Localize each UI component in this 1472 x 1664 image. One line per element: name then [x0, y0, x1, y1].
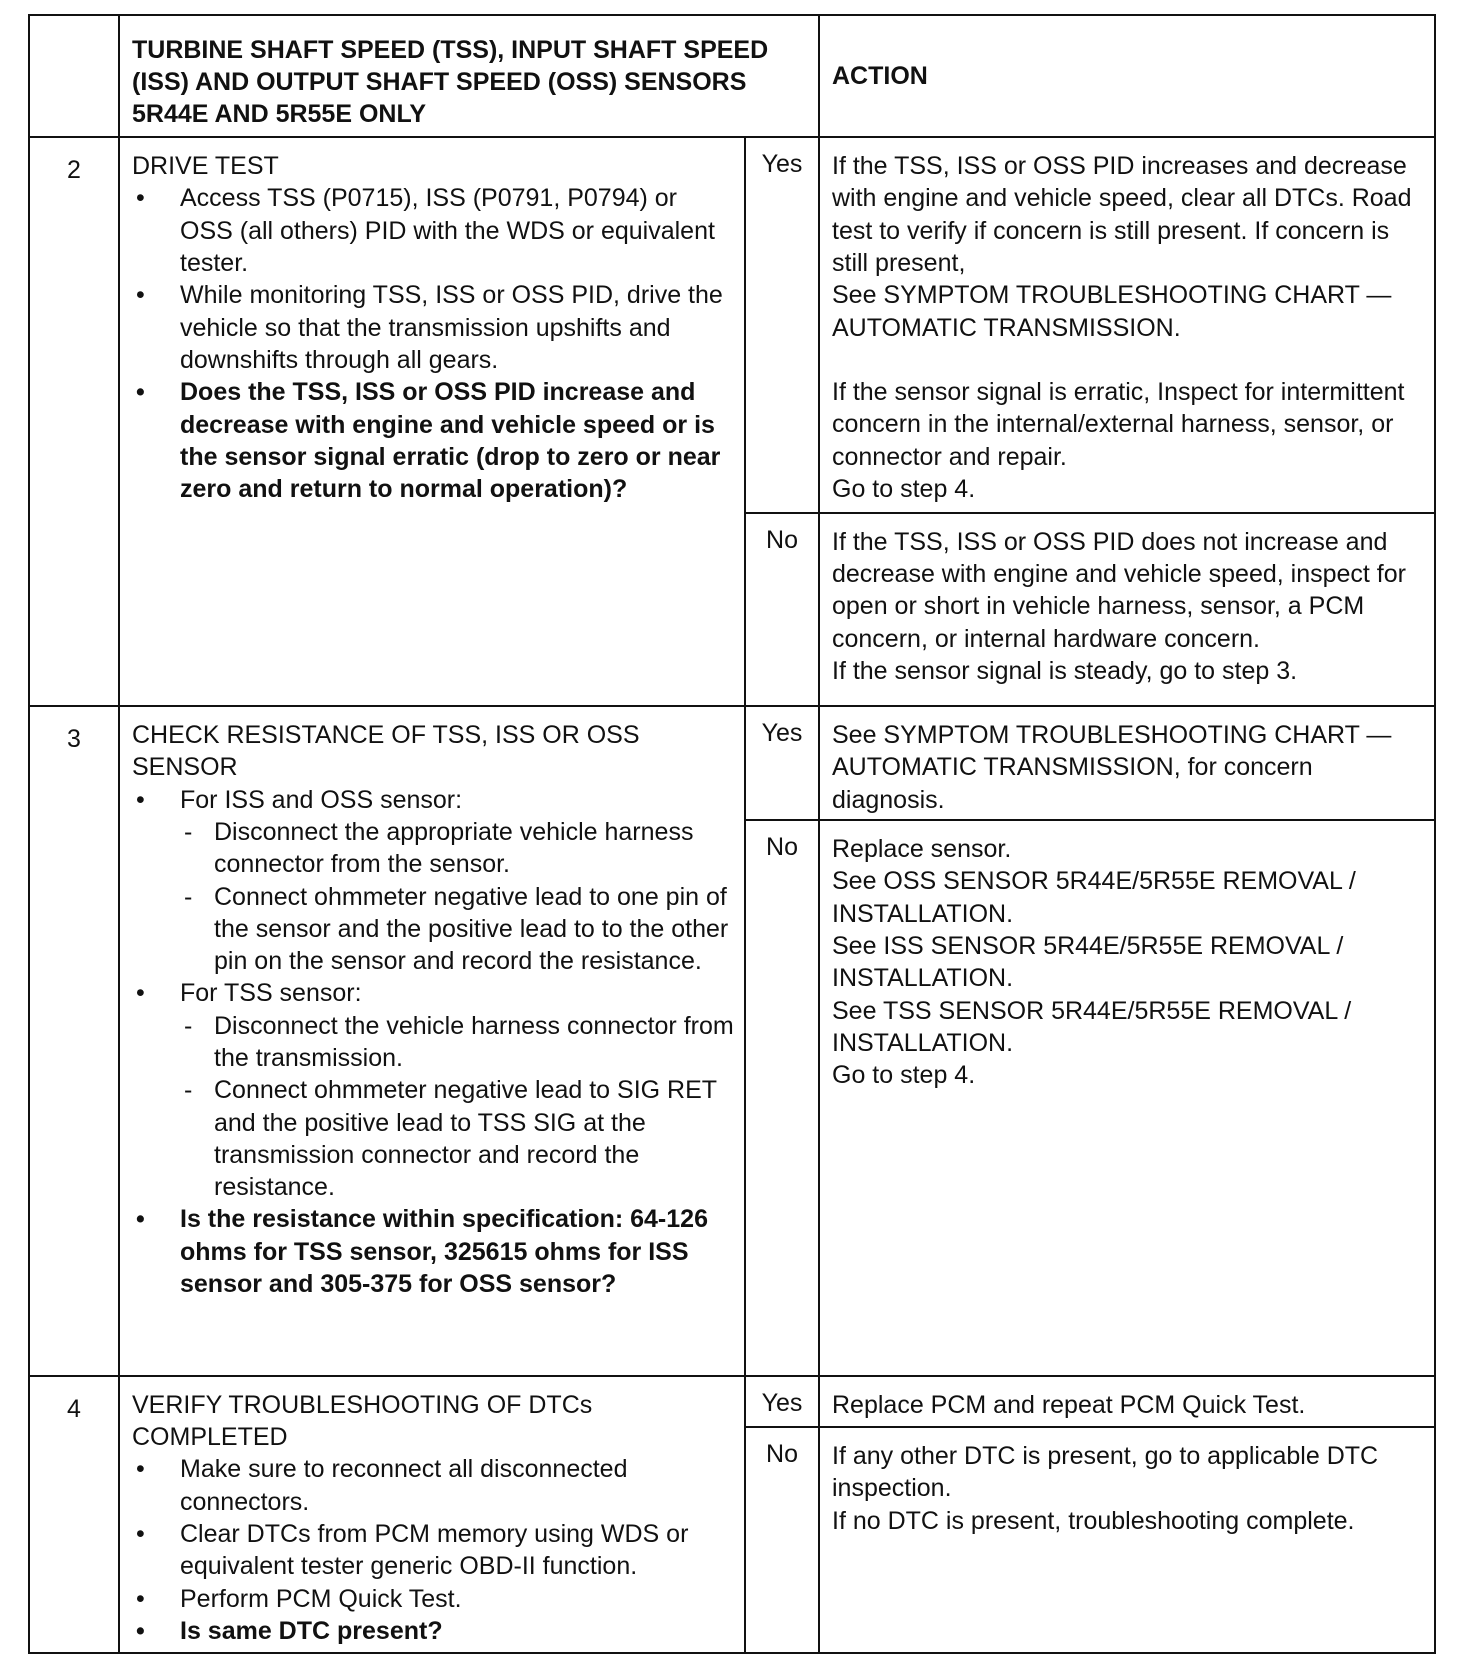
- step-2-bullets: [132, 182, 734, 505]
- sub-item: - Disconnect the appropriate vehicle harness connector from the sensor.: [180, 816, 734, 881]
- action-text: If no DTC is present, troubleshooting complete.: [832, 1506, 1355, 1535]
- action-text: See OSS SENSOR 5R44E/5R55E REMOVAL / INSTALLATION.: [832, 867, 1356, 928]
- step-3-test-cell: [119, 706, 745, 1376]
- action-text: Go to step 4.: [832, 474, 976, 503]
- question-bullet: • Does the TSS, ISS or OSS PID increase and decrease with engine and vehicle speed or is the sensor signal erratic (drop to zero or near zero and return to normal operation)?: [132, 376, 734, 505]
- no-label: No: [766, 833, 798, 862]
- no-action-cell: [819, 820, 1435, 1376]
- header-action-cell: [819, 15, 1435, 137]
- action-text: If any other DTC is present, go to applicable DTC inspection.: [832, 1441, 1379, 1503]
- sub-list: [180, 1010, 734, 1204]
- yes-label: Yes: [761, 719, 803, 748]
- action-text: See SYMPTOM TROUBLESHOOTING CHART — AUTOMATIC TRANSMISSION.: [832, 281, 1392, 342]
- header-number-cell: [29, 15, 119, 137]
- no-label-cell: [745, 820, 819, 1376]
- action-text: See ISS SENSOR 5R44E/5R55E REMOVAL / INSTALLATION.: [832, 931, 1344, 993]
- action-text: If the TSS, ISS or OSS PID increases and decrease with engine and vehicle speed, clear all DTCs. Road test to verify if concern is still present. If concern is still present,: [832, 152, 1412, 278]
- header-action: ACTION: [832, 62, 928, 90]
- no-label-cell: [745, 513, 819, 706]
- bullet-item: • Make sure to reconnect all disconnected connectors.: [132, 1453, 734, 1518]
- yes-label-cell: [745, 137, 819, 513]
- action-text: Replace PCM and repeat PCM Quick Test.: [832, 1390, 1306, 1419]
- bullet-text: For ISS and OSS sensor:: [180, 785, 463, 814]
- step-4-test-cell: [119, 1376, 745, 1653]
- step-number: 4: [67, 1394, 81, 1423]
- sub-item: - Connect ohmmeter negative lead to SIG RET and the positive lead to TSS SIG at the transmission connector and record the resistance.: [180, 1074, 734, 1203]
- header-title: TURBINE SHAFT SPEED (TSS), INPUT SHAFT SPEED (ISS) AND OUTPUT SHAFT SPEED (OSS) SENSORS 5R44E AND 5R55E ONLY: [132, 36, 769, 128]
- bullet-item: [132, 784, 734, 978]
- no-label: No: [766, 525, 798, 554]
- header-title-cell: [119, 15, 819, 137]
- header-row: [29, 15, 1435, 137]
- step-2-number-cell: [29, 137, 119, 706]
- yes-action-cell: [819, 137, 1435, 513]
- action-text: See TSS SENSOR 5R44E/5R55E REMOVAL / INSTALLATION.: [832, 996, 1352, 1057]
- step-number: 2: [67, 156, 81, 185]
- bullet-item: • Perform PCM Quick Test.: [132, 1583, 734, 1615]
- bullet-item: • Access TSS (P0715), ISS (P0791, P0794) or OSS (all others) PID with the WDS or equivalent tester.: [132, 182, 734, 279]
- step-title: VERIFY TROUBLESHOOTING OF DTCs COMPLETED: [132, 1390, 593, 1452]
- question-bullet: • Is the resistance within specification: 64-126 ohms for TSS sensor, 325615 ohms for ISS sensor and 305-375 for OSS sensor?: [132, 1203, 734, 1300]
- bullet-item: • While monitoring TSS, ISS or OSS PID, drive the vehicle so that the transmission upshifts and downshifts through all gears.: [132, 279, 734, 376]
- no-action-cell: [819, 513, 1435, 706]
- step-number: 3: [67, 725, 81, 754]
- step-2-yes-row: [29, 137, 1435, 513]
- action-text: Replace sensor.: [832, 835, 1012, 864]
- yes-action-cell: [819, 1376, 1435, 1427]
- action-text: Go to step 4.: [832, 1061, 976, 1090]
- sub-item: - Disconnect the vehicle harness connector from the transmission.: [180, 1010, 734, 1075]
- action-text: If the sensor signal is steady, go to step 3.: [832, 656, 1298, 685]
- yes-label-cell: [745, 1376, 819, 1427]
- diagnostic-table: [28, 14, 1436, 1654]
- action-text: If the sensor signal is erratic, Inspect for intermittent concern in the internal/external harness, sensor, or connector and repair.: [832, 377, 1405, 471]
- step-3-number-cell: [29, 706, 119, 1376]
- step-3-yes-row: [29, 706, 1435, 820]
- step-3-bullets: [132, 784, 734, 1301]
- step-title: DRIVE TEST: [132, 152, 279, 181]
- yes-label: Yes: [761, 150, 803, 179]
- action-text: If the TSS, ISS or OSS PID does not increase and decrease with engine and vehicle speed, inspect for open or short in vehicle harness, sensor, a PCM concern, or internal hardware concern.: [832, 527, 1406, 653]
- yes-label: Yes: [761, 1388, 803, 1417]
- no-label: No: [766, 1439, 798, 1468]
- yes-action-cell: [819, 706, 1435, 820]
- step-2-test-cell: [119, 137, 745, 706]
- bullet-item: [132, 977, 734, 1203]
- bullet-item: • Clear DTCs from PCM memory using WDS or equivalent tester generic OBD-II function.: [132, 1518, 734, 1583]
- no-label-cell: [745, 1427, 819, 1653]
- action-text: See SYMPTOM TROUBLESHOOTING CHART — AUTOMATIC TRANSMISSION, for concern diagnosis.: [832, 721, 1392, 814]
- step-4-yes-row: [29, 1376, 1435, 1427]
- question-bullet: • Is same DTC present?: [132, 1615, 734, 1647]
- sub-list: [180, 816, 734, 977]
- yes-label-cell: [745, 706, 819, 820]
- sub-item: - Connect ohmmeter negative lead to one pin of the sensor and the positive lead to to the other pin on the sensor and record the resistance.: [180, 881, 734, 978]
- no-action-cell: [819, 1427, 1435, 1653]
- bullet-text: For TSS sensor:: [180, 979, 362, 1008]
- step-title: CHECK RESISTANCE OF TSS, ISS OR OSS SENSOR: [132, 721, 640, 782]
- step-4-bullets: [132, 1453, 734, 1647]
- step-4-number-cell: [29, 1376, 119, 1653]
